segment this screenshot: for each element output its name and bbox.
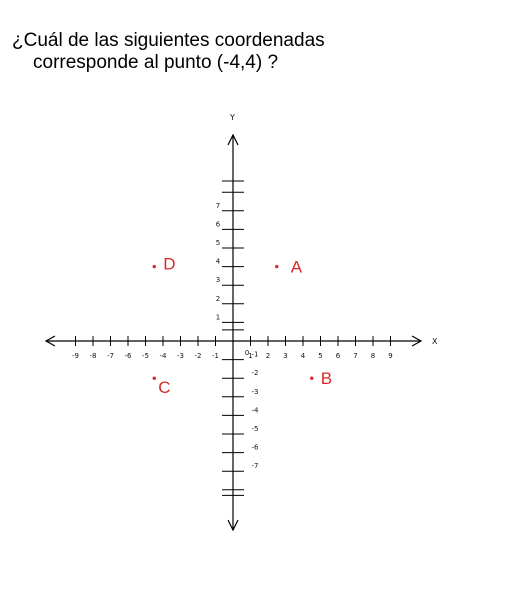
x-tick-label: -9 — [72, 352, 79, 360]
x-tick-label: -6 — [124, 352, 132, 360]
point-label-c: C — [158, 378, 171, 398]
point-layer — [153, 255, 333, 398]
point-marker-d — [153, 265, 156, 268]
y-tick-label: 7 — [215, 201, 221, 210]
x-tick-label: -1 — [212, 352, 219, 360]
x-axis-name: X — [432, 337, 438, 346]
y-tick-label: 6 — [215, 220, 221, 229]
x-tick-label: -8 — [89, 352, 97, 360]
x-tick-label: -5 — [142, 352, 149, 360]
x-tick-label: 1 — [248, 352, 253, 360]
x-tick-label: 4 — [300, 352, 306, 360]
y-tick-label: -2 — [251, 369, 259, 378]
point-marker-a — [275, 265, 278, 268]
y-axis-name: Y — [230, 113, 235, 122]
y-tick-label: 4 — [215, 257, 221, 266]
x-tick-label: 6 — [335, 352, 341, 360]
y-tick-label: -3 — [251, 387, 259, 396]
x-tick-label: 9 — [388, 352, 393, 360]
point-label-b: B — [320, 369, 333, 389]
y-tick-label: -6 — [251, 443, 259, 452]
y-tick-label: 1 — [215, 313, 221, 322]
x-tick-label: 3 — [283, 352, 288, 360]
y-tick-label: -5 — [251, 425, 259, 433]
point-label-d: D — [163, 254, 176, 274]
question-line-2: corresponde al punto (-4,4) ? — [33, 52, 279, 73]
y-tick-label: -7 — [251, 462, 259, 471]
x-tick-label: -7 — [107, 352, 114, 360]
x-tick-label: -4 — [159, 352, 167, 360]
y-tick-label: 2 — [215, 294, 221, 303]
y-tick-label: -4 — [251, 406, 259, 415]
y-tick-label: 5 — [215, 239, 221, 247]
point-marker-c — [153, 377, 156, 380]
x-tick-label: -2 — [194, 352, 202, 360]
x-tick-label: 5 — [318, 352, 323, 360]
question-line-1: ¿Cuál de las siguientes coordenadas — [12, 30, 325, 51]
origin-label: 0 — [244, 349, 250, 357]
x-tick-label: 8 — [370, 352, 376, 360]
axis-layer — [46, 113, 438, 530]
x-tick-label: 2 — [265, 352, 271, 360]
x-tick-label: -3 — [177, 352, 184, 360]
y-tick-label: -1 — [251, 350, 259, 359]
y-tick-label: 3 — [215, 276, 221, 285]
point-label-a: A — [290, 257, 303, 277]
x-tick-label: 7 — [353, 352, 358, 360]
point-marker-b — [310, 377, 313, 380]
